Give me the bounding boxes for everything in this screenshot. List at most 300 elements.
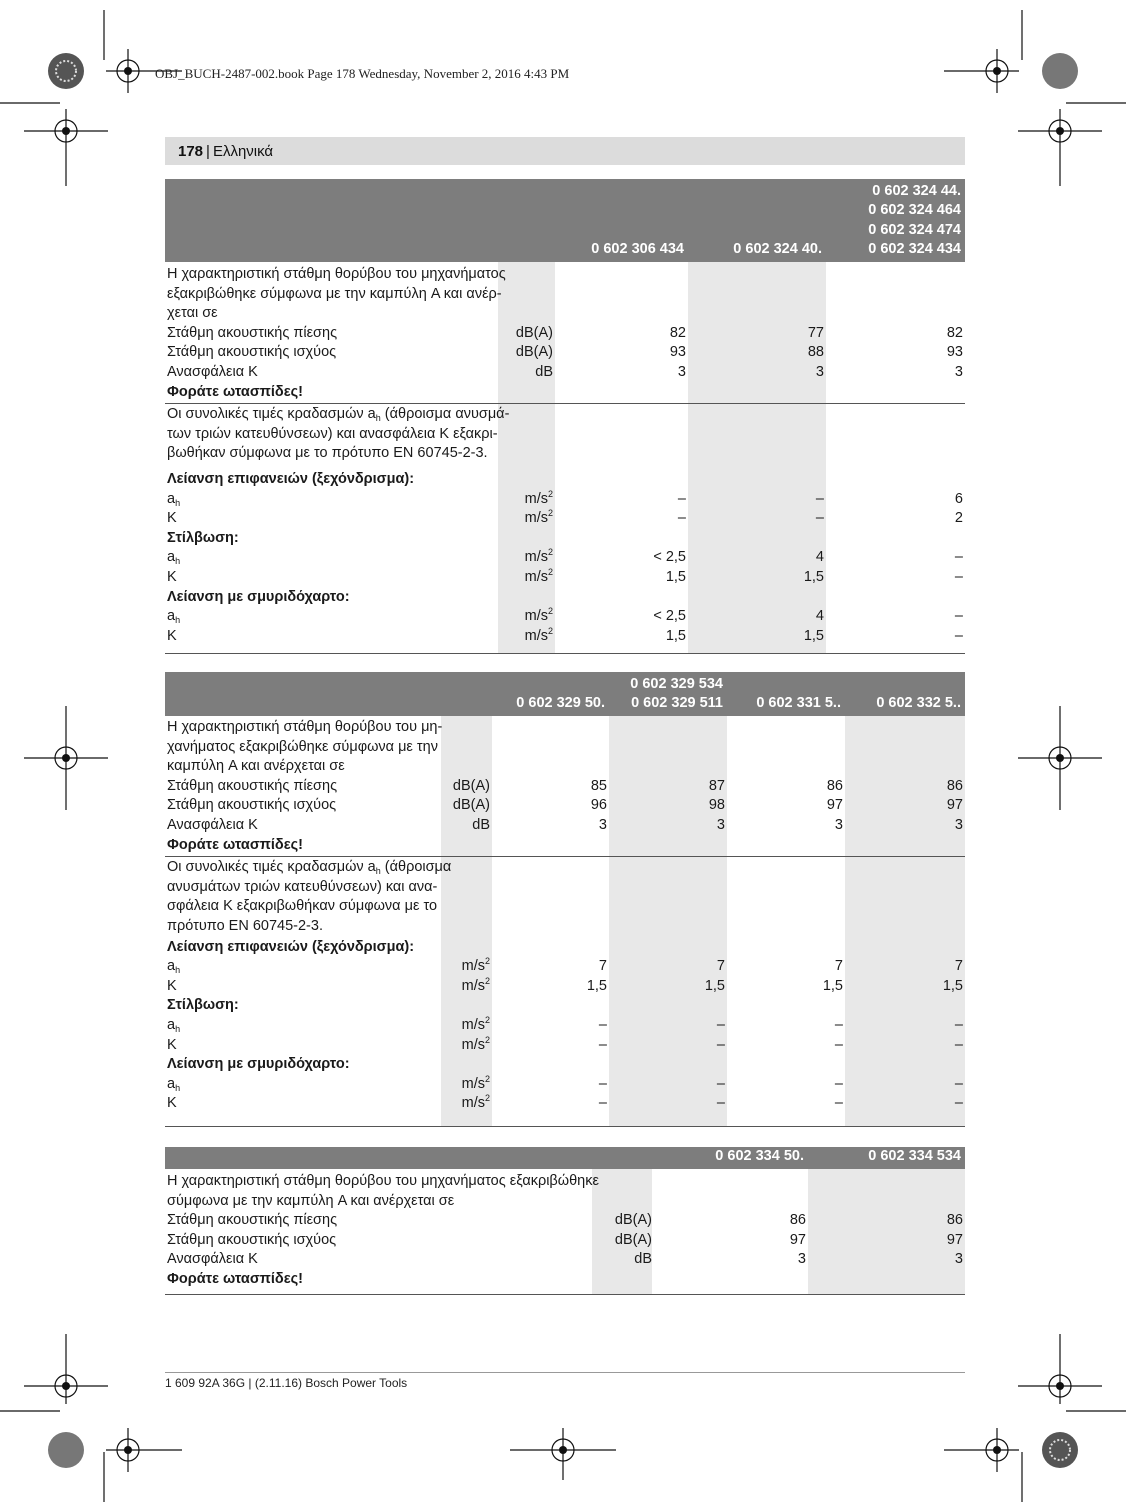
value-cell: 97 [946, 797, 963, 814]
row-label [167, 1211, 337, 1231]
value-cell: 3 [815, 364, 824, 380]
value-cell: 93 [669, 344, 686, 361]
row-label-text: a [167, 490, 176, 507]
unit-text: m/s [524, 510, 548, 527]
unit-text: dB(A) [515, 324, 553, 341]
table-row [165, 897, 965, 917]
row-label-text: Ανασφάλεια K [167, 364, 258, 380]
row-label [167, 816, 258, 836]
value-cell: – [598, 1036, 607, 1053]
row-label-text: πρότυπο EN 60745-2-3. [167, 918, 323, 934]
table-row [165, 425, 965, 445]
value-cell: 2 [954, 510, 963, 527]
table-row [165, 718, 965, 738]
unit-cell [462, 977, 490, 997]
model-number: 0 602 334 50. [715, 1148, 804, 1165]
row-label [167, 897, 437, 917]
row-label-text: Η χαρακτηριστική στάθμη θορύβου του μη- [167, 719, 443, 735]
unit-cell [525, 509, 553, 529]
unit-cell [462, 957, 490, 977]
table-bottom-rule [165, 653, 965, 654]
value-cell: 86 [946, 1212, 963, 1229]
row-label-text: χανήματος εξακριβώθηκε σύμφωνα με την [167, 738, 438, 755]
value-cell: – [954, 1075, 963, 1092]
unit-cell [525, 490, 553, 510]
table-row [165, 405, 965, 425]
table-row [165, 996, 965, 1016]
model-number: 0 602 329 50. [516, 695, 605, 712]
row-label-text: Φοράτε ωτασπίδες! [167, 1271, 303, 1287]
table-noise-vibration-2 [165, 672, 965, 1127]
footer-rule [165, 1372, 965, 1373]
table-row [165, 1250, 965, 1270]
value-cell: 86 [946, 777, 963, 794]
model-number: 0 602 324 474 [868, 221, 961, 238]
unit-superscript: 2 [484, 1073, 490, 1084]
row-label [167, 1016, 180, 1036]
value-cell: – [954, 627, 963, 644]
unit-superscript: 2 [484, 956, 490, 967]
row-label [167, 1036, 177, 1056]
label-subscript: h [375, 413, 381, 424]
value-cell: – [954, 569, 963, 585]
value-cell: 82 [669, 324, 686, 341]
table-row [165, 816, 965, 836]
row-label-tail: (άθροισμα [380, 859, 452, 876]
row-label [167, 304, 218, 324]
unit-cell [516, 324, 553, 344]
row-label-text: Φοράτε ωτασπίδες! [167, 383, 303, 400]
row-label-text: εξακριβώθηκε σύμφωνα με την καμπύλη A και ανέρ- [167, 285, 502, 302]
unit-text: dB(A) [515, 344, 553, 361]
table-row [165, 1192, 965, 1212]
row-label [167, 324, 337, 344]
unit-cell [462, 1036, 490, 1056]
value-cell: 7 [954, 958, 963, 975]
value-cell: 4 [815, 608, 824, 625]
table-header [165, 1147, 965, 1169]
row-label-text: Λείανση επιφανειών (ξεχόνδρισμα): [167, 938, 415, 955]
row-label-text: Ανασφάλεια K [167, 817, 258, 833]
header-separator: | [206, 142, 210, 160]
unit-superscript: 2 [547, 488, 553, 499]
value-cell: 86 [789, 1212, 806, 1229]
row-label-text: K [167, 1095, 177, 1112]
row-label-text: Λείανση με σμυριδόχαρτο: [167, 588, 350, 605]
table-row [165, 1172, 965, 1192]
row-label [167, 285, 502, 305]
table-row [165, 324, 965, 344]
unit-superscript: 2 [547, 625, 553, 636]
row-label [167, 957, 180, 977]
row-label-text: Στίλβωση: [167, 529, 239, 546]
table-noise-vibration-1 [165, 179, 965, 654]
row-label [167, 858, 451, 878]
value-cell: – [954, 1017, 963, 1033]
unit-superscript: 2 [547, 567, 553, 577]
table-row [165, 957, 965, 977]
value-cell: – [716, 1017, 725, 1033]
row-label-text: Στάθμη ακουστικής ισχύος [167, 344, 337, 361]
value-cell: 97 [789, 1231, 806, 1248]
row-label-text: K [167, 627, 177, 644]
value-cell: – [598, 1017, 607, 1033]
table-row [165, 1094, 965, 1114]
row-label [167, 1055, 350, 1075]
print-slug-line: OBJ_BUCH-2487-002.book Page 178 Wednesday, November 2, 2016 4:43 PM [155, 66, 570, 81]
model-number: 0 602 306 434 [591, 241, 684, 258]
table-header [165, 179, 965, 262]
value-cell: – [954, 1095, 963, 1112]
value-cell: – [834, 1095, 843, 1112]
unit-text: m/s [461, 1095, 485, 1112]
unit-superscript: 2 [547, 547, 553, 558]
row-label [167, 425, 498, 445]
row-label-text: Λείανση επιφανειών (ξεχόνδρισμα): [167, 471, 415, 487]
column-header [630, 675, 727, 714]
row-label-text: Οι συνολικές τιμές κραδασμών a [167, 859, 376, 876]
unit-text: dB(A) [452, 797, 490, 814]
row-label [167, 1270, 303, 1290]
table-header [165, 672, 965, 716]
table-row [165, 757, 965, 777]
table-row [165, 304, 965, 324]
unit-superscript: 2 [484, 1015, 490, 1025]
row-label-text: Στάθμη ακουστικής ισχύος [167, 1231, 337, 1248]
table-row [165, 917, 965, 937]
table-bottom-rule [165, 1294, 965, 1295]
value-cell: 1,5 [586, 977, 607, 994]
table-row [165, 738, 965, 758]
value-cell: 1,5 [822, 977, 843, 994]
row-label-text: K [167, 510, 177, 527]
table-row [165, 1211, 965, 1231]
row-label-text: Οι συνολικές τιμές κραδασμών a [167, 406, 376, 423]
value-cell: – [677, 490, 686, 507]
value-cell: 7 [716, 958, 725, 975]
page-footer: 1 609 92A 36G | (2.11.16) Bosch Power Tools [165, 1376, 408, 1390]
row-label [167, 383, 303, 403]
column-header [868, 1147, 965, 1167]
value-cell: 82 [946, 324, 963, 341]
value-cell: 7 [598, 958, 607, 975]
row-label-text: Λείανση με σμυριδόχαρτο: [167, 1056, 350, 1073]
row-label [167, 1172, 599, 1192]
row-label [167, 757, 345, 777]
table-row [165, 1036, 965, 1056]
row-label [167, 1075, 180, 1095]
row-label-text: K [167, 977, 177, 994]
row-label-text: K [167, 569, 177, 585]
label-subscript: h [375, 866, 381, 877]
table-row [165, 977, 965, 997]
row-label-text: a [167, 608, 176, 625]
unit-cell [615, 1211, 652, 1231]
row-label [167, 265, 506, 285]
row-label [167, 738, 438, 758]
value-cell: 3 [716, 817, 725, 833]
column-header [715, 1147, 808, 1167]
unit-superscript: 2 [484, 1034, 490, 1045]
unit-cell [462, 1094, 490, 1114]
column-header [756, 694, 845, 714]
table-row [165, 529, 965, 549]
row-label-text: Στάθμη ακουστικής ισχύος [167, 797, 337, 814]
table-row [165, 1075, 965, 1095]
label-subscript: h [175, 1082, 181, 1093]
row-label [167, 878, 437, 898]
value-cell: 85 [590, 777, 607, 794]
value-cell: – [598, 1095, 607, 1112]
value-cell: 87 [708, 777, 725, 794]
unit-text: m/s [461, 977, 485, 994]
unit-cell [535, 363, 553, 383]
value-cell: 6 [954, 490, 963, 507]
row-label-text: σφάλεια K εξακριβωθήκαν σύμφωνα με το [167, 898, 438, 915]
row-label-tail: (άθροισμα ανυσμά- [380, 406, 510, 423]
table-row [165, 588, 965, 608]
table-row [165, 490, 965, 510]
table-row [165, 363, 965, 383]
unit-text: m/s [524, 569, 548, 585]
value-cell: 97 [946, 1231, 963, 1248]
column-header [868, 182, 965, 260]
value-cell: 1,5 [803, 627, 824, 644]
unit-text: m/s [461, 1036, 485, 1053]
row-label-text: Ανασφάλεια K [167, 1251, 258, 1268]
table-row [165, 627, 965, 647]
unit-text: m/s [524, 608, 548, 625]
row-label [167, 977, 177, 997]
value-cell: 7 [834, 958, 843, 975]
unit-text: dB [472, 817, 490, 833]
unit-cell [453, 777, 490, 797]
column-header [733, 240, 826, 260]
value-cell: – [716, 1036, 725, 1053]
unit-superscript: 2 [547, 606, 553, 617]
row-label [167, 588, 350, 608]
unit-text: m/s [461, 1075, 485, 1092]
row-label [167, 568, 177, 588]
table-row [165, 265, 965, 285]
row-label [167, 548, 180, 568]
row-divider [165, 856, 965, 857]
column-header [516, 694, 609, 714]
value-cell: 4 [815, 549, 824, 566]
row-label [167, 1231, 336, 1251]
row-label-text: καμπύλη A και ανέρχεται σε [167, 758, 345, 775]
value-cell: 3 [954, 1251, 963, 1268]
value-cell: 3 [677, 364, 686, 380]
table-row [165, 470, 965, 490]
row-label [167, 529, 239, 549]
value-cell: – [815, 510, 824, 527]
table-row [165, 383, 965, 403]
unit-text: m/s [524, 490, 548, 507]
row-label [167, 777, 337, 797]
unit-text: dB [535, 364, 553, 380]
table-row [165, 1055, 965, 1075]
table-noise-3 [165, 1147, 965, 1295]
row-label-text: Η χαρακτηριστική στάθμη θορύβου του μηχανήματος [167, 266, 506, 282]
table-row [165, 1231, 965, 1251]
value-cell: 86 [826, 777, 843, 794]
model-number: 0 602 329 511 [631, 695, 723, 712]
value-cell: – [677, 510, 686, 527]
row-label-text: a [167, 549, 176, 566]
value-cell: – [834, 1036, 843, 1053]
label-subscript: h [175, 1024, 181, 1034]
row-label [167, 1192, 454, 1212]
row-label [167, 470, 414, 490]
row-label-text: a [167, 1017, 176, 1033]
row-label-text: χεται σε [167, 305, 218, 322]
table-row [165, 568, 965, 588]
unit-text: m/s [524, 627, 548, 644]
value-cell: 1,5 [942, 977, 963, 994]
page-number: 178 [178, 142, 204, 160]
value-cell: 3 [598, 817, 607, 833]
model-number: 0 602 324 434 [868, 241, 961, 258]
unit-cell [462, 1075, 490, 1095]
row-label [167, 836, 303, 856]
table-row [165, 444, 965, 464]
row-label [167, 917, 323, 937]
table-row [165, 607, 965, 627]
table-row [165, 1016, 965, 1036]
model-number: 0 602 324 44. [872, 182, 961, 199]
unit-cell [462, 1016, 490, 1036]
unit-cell [615, 1231, 652, 1251]
page-language: Ελληνικά [212, 142, 274, 160]
unit-text: dB(A) [614, 1212, 652, 1229]
unit-cell [525, 548, 553, 568]
row-label [167, 996, 239, 1016]
unit-superscript: 2 [484, 1093, 490, 1104]
row-label [167, 444, 488, 464]
value-cell: – [954, 608, 963, 625]
row-label [167, 938, 414, 958]
model-number: 0 602 324 464 [868, 202, 961, 219]
value-cell: 3 [954, 817, 963, 833]
unit-cell [525, 627, 553, 647]
model-number: 0 602 332 5.. [876, 695, 961, 712]
row-label [167, 796, 336, 816]
row-divider [165, 403, 965, 404]
value-cell: 93 [946, 344, 963, 361]
label-subscript: h [175, 497, 181, 508]
unit-cell [634, 1250, 652, 1270]
row-label-text: a [167, 958, 176, 975]
unit-cell [525, 568, 553, 588]
value-cell: < 2,5 [653, 549, 686, 566]
table-bottom-rule [165, 1126, 965, 1127]
table-row [165, 285, 965, 305]
model-number: 0 602 329 534 [630, 675, 723, 692]
table-row [165, 509, 965, 529]
table-row [165, 878, 965, 898]
table-row [165, 858, 965, 878]
row-label-text: βωθήκαν σύμφωνα με το πρότυπο EN 60745-2-3. [167, 445, 488, 462]
unit-text: m/s [524, 549, 548, 566]
value-cell: 1,5 [665, 569, 686, 585]
unit-cell [453, 796, 490, 816]
table-row [165, 343, 965, 363]
table-row [165, 777, 965, 797]
value-cell: – [716, 1075, 725, 1092]
value-cell: 1,5 [665, 627, 686, 644]
row-label [167, 343, 336, 363]
value-cell: 1,5 [803, 569, 824, 585]
table-row [165, 836, 965, 856]
model-number: 0 602 324 40. [733, 241, 822, 258]
value-cell: 77 [807, 324, 824, 341]
row-label [167, 405, 509, 425]
row-label-text: Η χαρακτηριστική στάθμη θορύβου του μηχανήματος εξακριβώθηκε [167, 1173, 599, 1189]
model-number: 0 602 331 5.. [756, 695, 841, 712]
row-label [167, 607, 180, 627]
value-cell: 1,5 [704, 977, 725, 994]
unit-text: dB [634, 1251, 652, 1268]
unit-cell [525, 607, 553, 627]
row-label-text: Φοράτε ωτασπίδες! [167, 836, 303, 853]
table-row [165, 548, 965, 568]
row-label-text: των τριών κατευθύνσεων) και ανασφάλεια K εξακρι- [167, 425, 498, 442]
row-label-text: Στάθμη ακουστικής πίεσης [167, 1212, 338, 1229]
row-label [167, 490, 180, 510]
model-number: 0 602 334 534 [868, 1148, 961, 1165]
row-label-text: σύμφωνα με την καμπύλη A και ανέρχεται σε [167, 1192, 455, 1209]
value-cell: – [716, 1095, 725, 1112]
unit-text: m/s [461, 958, 485, 975]
row-label-text: ανυσμάτων τριών κατευθύνσεων) και ανα- [167, 878, 438, 895]
column-header [591, 240, 688, 260]
value-cell: – [954, 549, 963, 566]
value-cell: – [598, 1075, 607, 1092]
row-label-text: Στίλβωση: [167, 997, 239, 1014]
unit-text: m/s [461, 1017, 485, 1033]
value-cell: 3 [797, 1251, 806, 1268]
value-cell: 88 [807, 344, 824, 361]
unit-cell [516, 343, 553, 363]
row-label [167, 627, 177, 647]
value-cell: 3 [834, 817, 843, 833]
value-cell: < 2,5 [653, 608, 686, 625]
row-label-text: Στάθμη ακουστικής πίεσης [167, 324, 338, 341]
row-label [167, 1250, 258, 1270]
value-cell: 3 [954, 364, 963, 380]
table-row [165, 938, 965, 958]
unit-superscript: 2 [484, 975, 490, 986]
row-label [167, 363, 258, 383]
row-label-text: Στάθμη ακουστικής πίεσης [167, 777, 338, 794]
value-cell: – [834, 1017, 843, 1033]
label-subscript: h [175, 556, 181, 567]
row-label-text: a [167, 1075, 176, 1092]
column-header [876, 694, 965, 714]
page-header [165, 137, 965, 165]
row-label [167, 1094, 177, 1114]
value-cell: 97 [826, 797, 843, 814]
value-cell: – [834, 1075, 843, 1092]
value-cell: 98 [708, 797, 725, 814]
unit-superscript: 2 [547, 508, 553, 519]
label-subscript: h [175, 615, 181, 626]
row-label-text: K [167, 1036, 177, 1053]
unit-text: dB(A) [452, 777, 490, 794]
table-row [165, 796, 965, 816]
value-cell: 96 [590, 797, 607, 814]
